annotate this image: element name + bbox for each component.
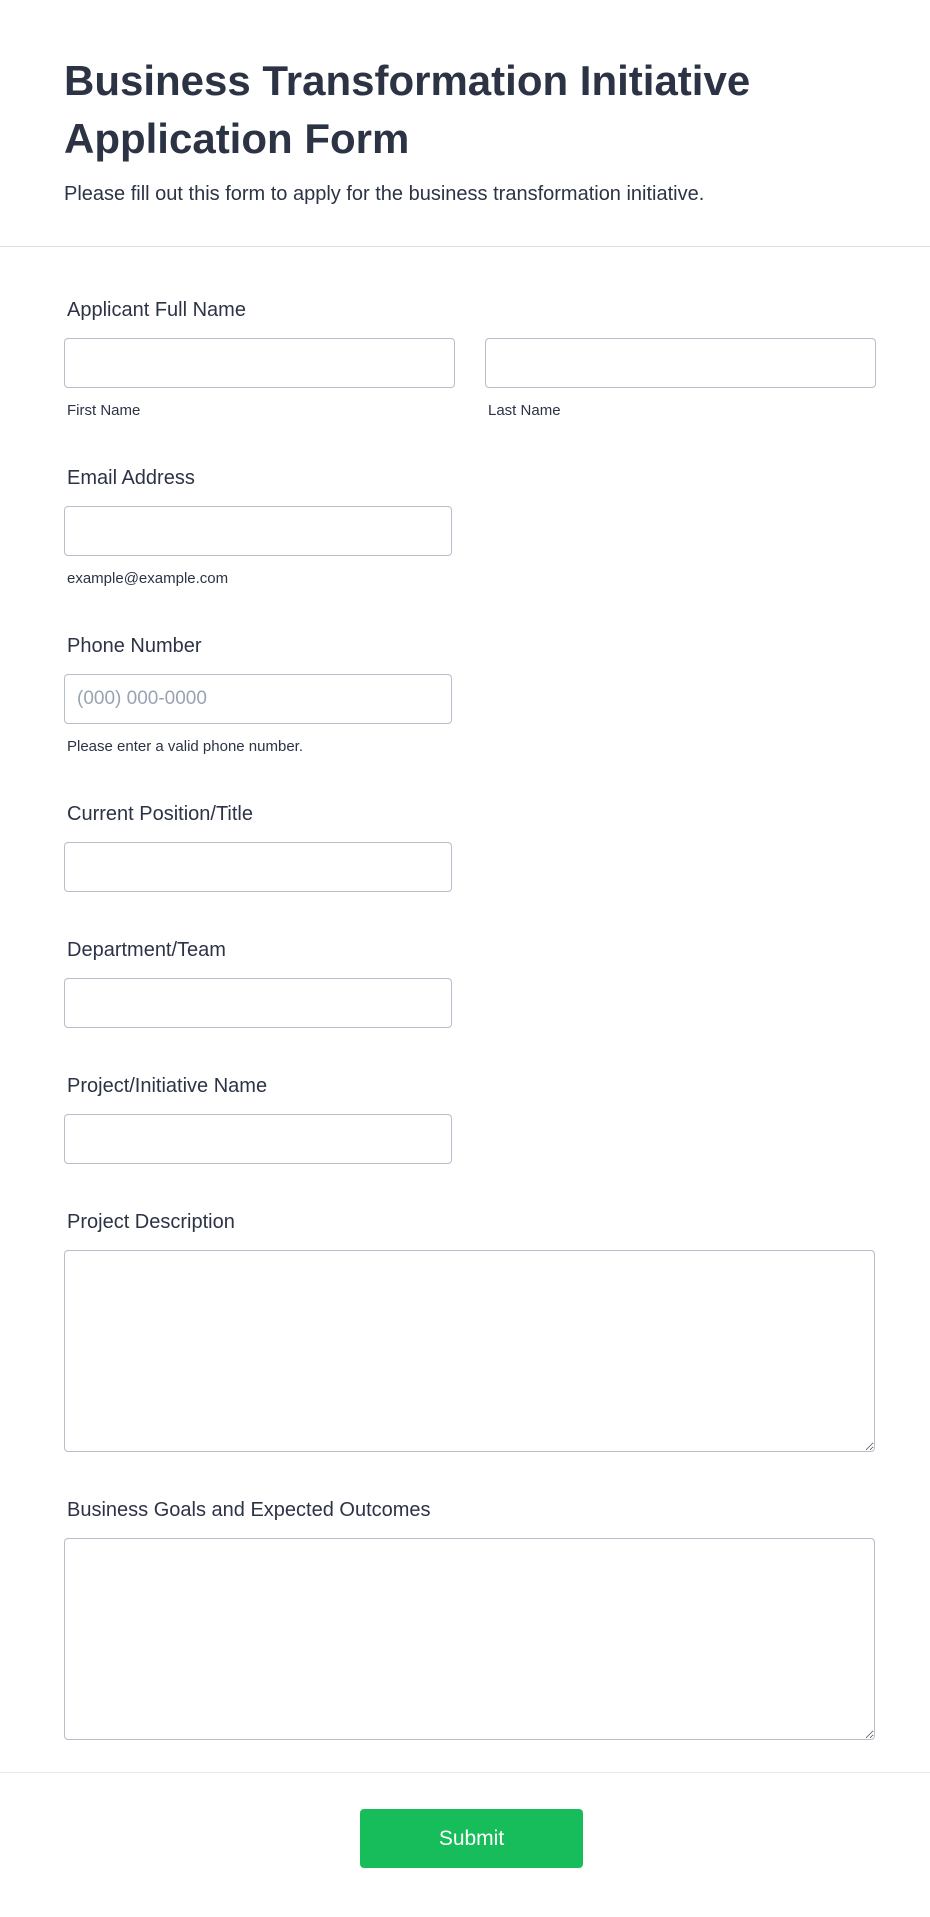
full-name-label: Applicant Full Name [67,299,246,321]
full-name-field [64,297,876,421]
email-sublabel: example@example.com [67,570,229,587]
form-header [0,0,930,205]
first-name-input[interactable] [64,338,455,388]
department-input[interactable] [64,978,452,1028]
header-divider [0,246,930,247]
last-name-input[interactable] [485,338,876,388]
phone-input[interactable] [64,674,452,724]
last-name-sublabel: Last Name [488,402,561,419]
first-name-sublabel: First Name [67,402,141,419]
full-name-row [64,338,876,421]
email-input[interactable] [64,506,452,556]
position-input[interactable] [64,842,452,892]
first-name-col [64,338,455,421]
form-subtitle: Please fill out this form to apply for the business transformation initiative. [64,183,705,205]
position-field [64,801,452,892]
project-description-textarea[interactable] [64,1250,875,1452]
footer-divider [0,1772,930,1773]
project-name-label: Project/Initiative Name [67,1075,268,1097]
project-name-field [64,1073,452,1164]
last-name-col [485,338,876,421]
project-description-label: Project Description [67,1211,235,1233]
business-goals-label: Business Goals and Expected Outcomes [67,1499,431,1521]
phone-sublabel: Please enter a valid phone number. [67,738,303,755]
email-label: Email Address [67,467,195,489]
phone-field [64,633,452,757]
email-field [64,465,452,589]
form-title: Business Transformation Initiative Application Form [64,57,751,162]
position-label: Current Position/Title [67,803,253,825]
project-name-input[interactable] [64,1114,452,1164]
department-label: Department/Team [67,939,226,961]
department-field [64,937,452,1028]
business-goals-field [64,1497,875,1740]
project-description-field [64,1209,875,1452]
business-goals-textarea[interactable] [64,1538,875,1740]
submit-button[interactable]: Submit [360,1809,583,1868]
phone-label: Phone Number [67,635,202,657]
